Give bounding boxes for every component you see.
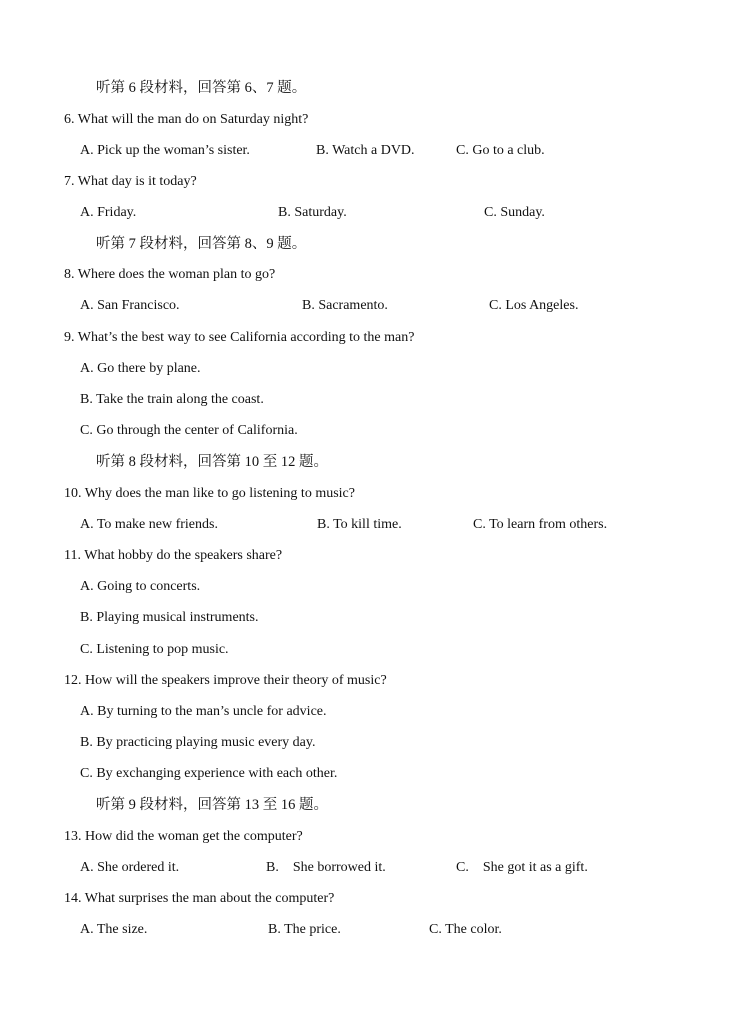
option-a: A. Going to concerts.	[80, 579, 201, 594]
option-b: B. The price.	[268, 922, 341, 937]
option-b: B. To kill time.	[317, 517, 402, 532]
option-c: C. Go to a club.	[456, 143, 545, 158]
question-text: 9. What’s the best way to see California according to the man?	[64, 330, 415, 345]
section-header: 听第 9 段材料，回答第 13 至 16 题。	[96, 797, 328, 813]
question-text: 10. Why does the man like to go listening to music?	[64, 486, 355, 501]
question-text: 14. What surprises the man about the computer?	[64, 891, 335, 906]
option-b: B. Watch a DVD.	[316, 143, 415, 158]
option-a: A. Pick up the woman’s sister.	[80, 143, 250, 158]
option-a: A. Go there by plane.	[80, 361, 201, 376]
option-b: B. Take the train along the coast.	[80, 392, 264, 407]
option-a: A. Friday.	[80, 205, 137, 220]
option-a: A. The size.	[80, 922, 148, 937]
option-c: C. Sunday.	[484, 205, 545, 220]
section-header: 听第 7 段材料，回答第 8、9 题。	[96, 236, 307, 252]
question-text: 7. What day is it today?	[64, 174, 197, 189]
question-text: 12. How will the speakers improve their theory of music?	[64, 673, 387, 688]
option-c: C. Go through the center of California.	[80, 423, 298, 438]
option-b: B. Saturday.	[278, 205, 347, 220]
option-c: C. By exchanging experience with each other.	[80, 766, 338, 781]
option-c: C. Listening to pop music.	[80, 642, 229, 657]
option-c: C. To learn from others.	[473, 517, 608, 532]
option-a: A. By turning to the man’s uncle for advice.	[80, 704, 327, 719]
option-a: A. To make new friends.	[80, 517, 218, 532]
question-text: 8. Where does the woman plan to go?	[64, 267, 276, 282]
option-b: B. She borrowed it.	[266, 860, 386, 875]
question-text: 13. How did the woman get the computer?	[64, 829, 303, 844]
question-text: 11. What hobby do the speakers share?	[64, 548, 283, 563]
option-b: B. Playing musical instruments.	[80, 610, 259, 625]
section-header: 听第 6 段材料，回答第 6、7 题。	[96, 80, 307, 96]
option-c: C. She got it as a gift.	[456, 860, 588, 875]
option-b: B. By practicing playing music every day.	[80, 735, 316, 750]
option-a: A. San Francisco.	[80, 298, 180, 313]
question-text: 6. What will the man do on Saturday night?	[64, 112, 309, 127]
option-c: C. Los Angeles.	[489, 298, 579, 313]
option-c: C. The color.	[429, 922, 502, 937]
option-a: A. She ordered it.	[80, 860, 180, 875]
section-header: 听第 8 段材料，回答第 10 至 12 题。	[96, 454, 328, 470]
option-b: B. Sacramento.	[302, 298, 388, 313]
